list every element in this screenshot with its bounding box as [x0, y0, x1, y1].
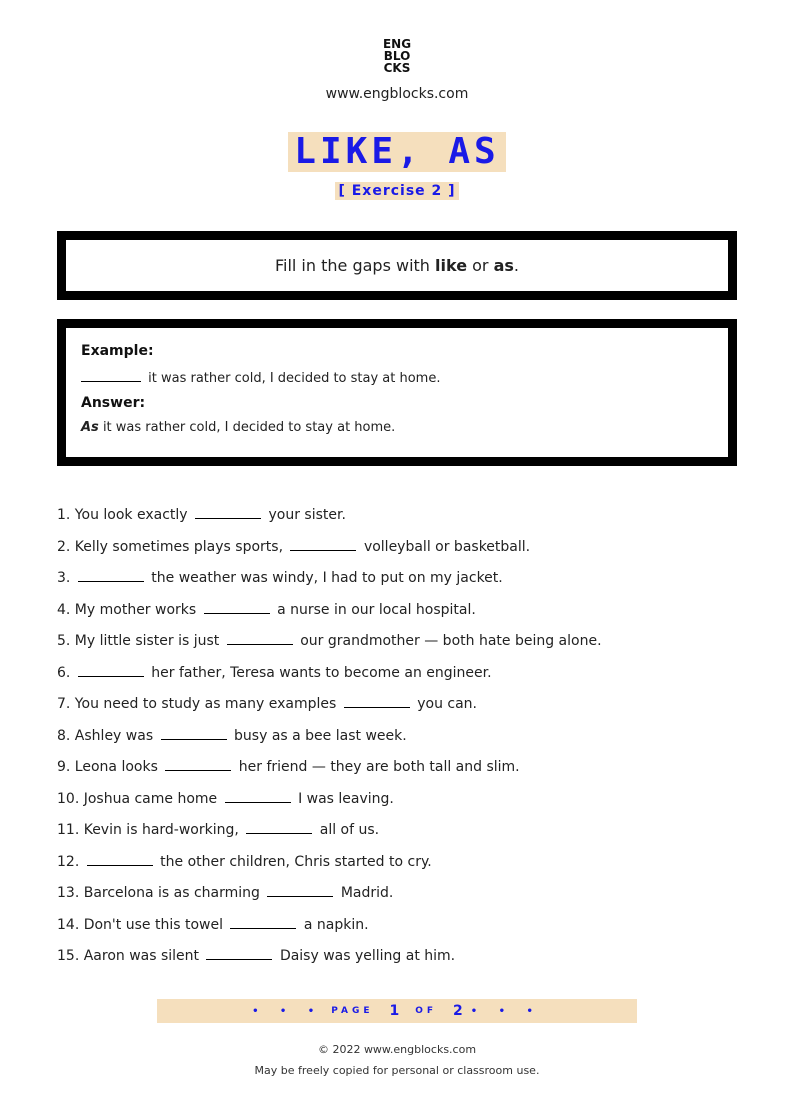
- instructions-suffix: .: [513, 256, 520, 275]
- question-before: 8. Ashley was: [57, 727, 154, 744]
- question-before: 4. My mother works: [57, 601, 197, 618]
- question-before: 6.: [57, 664, 71, 681]
- question-before: 11. Kevin is hard-working,: [57, 822, 239, 838]
- question-item: [57, 630, 747, 662]
- engblocks-logo: [0, 38, 794, 74]
- answer-blank[interactable]: [206, 945, 272, 960]
- question-after: the weather was windy, I had to put on my jacket.: [151, 570, 503, 586]
- example-label: Example:: [81, 343, 154, 359]
- question-after: our grandmother — both hate being alone.: [300, 633, 602, 649]
- question-before: 1. You look exactly: [57, 507, 188, 523]
- question-after: her friend — they are both tall and slim.: [238, 759, 520, 775]
- question-after: a nurse in our local hospital.: [277, 601, 476, 618]
- answer-word: As: [81, 420, 99, 435]
- question-before: 14. Don't use this towel: [57, 916, 223, 933]
- answer-blank[interactable]: [290, 536, 356, 551]
- question-after: I was leaving.: [298, 790, 394, 807]
- question-after: the other children, Chris started to cry.: [160, 853, 432, 870]
- page-number: 1: [389, 1003, 400, 1019]
- question-item: [57, 536, 747, 568]
- question-list: [57, 504, 747, 977]
- example-sentence: [81, 367, 713, 388]
- exercise-subtitle: [ Exercise 2 ]: [335, 182, 458, 200]
- question-item: [57, 788, 747, 820]
- question-after: volleyball or basketball.: [363, 538, 531, 555]
- question-item: [57, 882, 747, 914]
- question-before: 13. Barcelona is as charming: [57, 885, 260, 901]
- question-before: 9. Leona looks: [57, 759, 158, 775]
- license-note: May be freely copied for personal or classroom use.: [254, 1064, 540, 1077]
- question-item: [57, 725, 747, 757]
- answer-blank[interactable]: [227, 630, 293, 645]
- answer-blank[interactable]: [87, 851, 153, 866]
- example-blank: [81, 367, 141, 382]
- example-text: it was rather cold, I decided to stay at home.: [148, 371, 441, 386]
- instructions-word-as: as: [493, 256, 514, 275]
- answer-blank[interactable]: [195, 504, 261, 519]
- question-before: 15. Aaron was silent: [57, 948, 200, 964]
- of-word: OF: [415, 1006, 438, 1016]
- question-before: 10. Joshua came home: [57, 790, 218, 807]
- dots-left: • • •: [252, 1005, 324, 1017]
- question-after: you can.: [417, 696, 477, 712]
- answer-blank[interactable]: [78, 662, 144, 677]
- question-after: Madrid.: [340, 885, 394, 901]
- answer-blank[interactable]: [246, 819, 312, 834]
- question-after: a napkin.: [303, 916, 369, 933]
- question-item: [57, 914, 747, 946]
- question-before: 3.: [57, 570, 71, 586]
- question-item: [57, 819, 747, 851]
- question-item: [57, 599, 747, 631]
- question-before: 5. My little sister is just: [57, 633, 220, 649]
- page-total: 2: [453, 1003, 463, 1019]
- answer-blank[interactable]: [267, 882, 333, 897]
- page-word: PAGE: [331, 1006, 374, 1016]
- answer-sentence: [81, 419, 713, 437]
- question-item: [57, 567, 747, 599]
- answer-blank[interactable]: [230, 914, 296, 929]
- question-before: 12.: [57, 853, 80, 870]
- question-item: [57, 693, 747, 725]
- answer-blank[interactable]: [344, 693, 410, 708]
- instructions-middle: or: [467, 256, 494, 275]
- question-item: [57, 662, 747, 694]
- copyright: © 2022 www.engblocks.com: [317, 1043, 477, 1056]
- question-item: [57, 851, 747, 883]
- answer-blank[interactable]: [204, 599, 270, 614]
- question-before: 7. You need to study as many examples: [57, 696, 337, 712]
- instructions-box: [57, 231, 737, 300]
- question-after: Daisy was yelling at him.: [279, 948, 456, 964]
- example-box: [57, 319, 737, 466]
- dots-right: • • •: [470, 1005, 542, 1017]
- answer-text: it was rather cold, I decided to stay at home.: [98, 420, 396, 435]
- answer-blank[interactable]: [225, 788, 291, 803]
- logo-line: ENG: [382, 37, 412, 51]
- question-item: [57, 504, 747, 536]
- answer-blank[interactable]: [78, 567, 144, 582]
- logo-line: BLO: [383, 49, 411, 63]
- question-after: your sister.: [268, 507, 346, 523]
- question-item: [57, 756, 747, 788]
- worksheet-title: LIKE, AS: [288, 132, 505, 172]
- site-url[interactable]: www.engblocks.com: [325, 86, 469, 102]
- subtitle-wrap: [0, 180, 794, 200]
- logo-line: CKS: [383, 61, 411, 75]
- question-after: her father, Teresa wants to become an engineer.: [151, 664, 492, 681]
- question-before: 2. Kelly sometimes plays sports,: [57, 538, 284, 555]
- instructions-text: [275, 256, 519, 275]
- instructions-word-like: like: [435, 256, 468, 275]
- answer-label: Answer:: [81, 395, 146, 411]
- question-after: busy as a bee last week.: [234, 727, 407, 744]
- answer-blank[interactable]: [161, 725, 227, 740]
- page-indicator: [157, 999, 637, 1023]
- title-wrap: [0, 132, 794, 172]
- question-after: all of us.: [319, 822, 380, 838]
- answer-blank[interactable]: [165, 756, 231, 771]
- instructions-prefix: Fill in the gaps with: [274, 256, 436, 275]
- question-item: [57, 945, 747, 977]
